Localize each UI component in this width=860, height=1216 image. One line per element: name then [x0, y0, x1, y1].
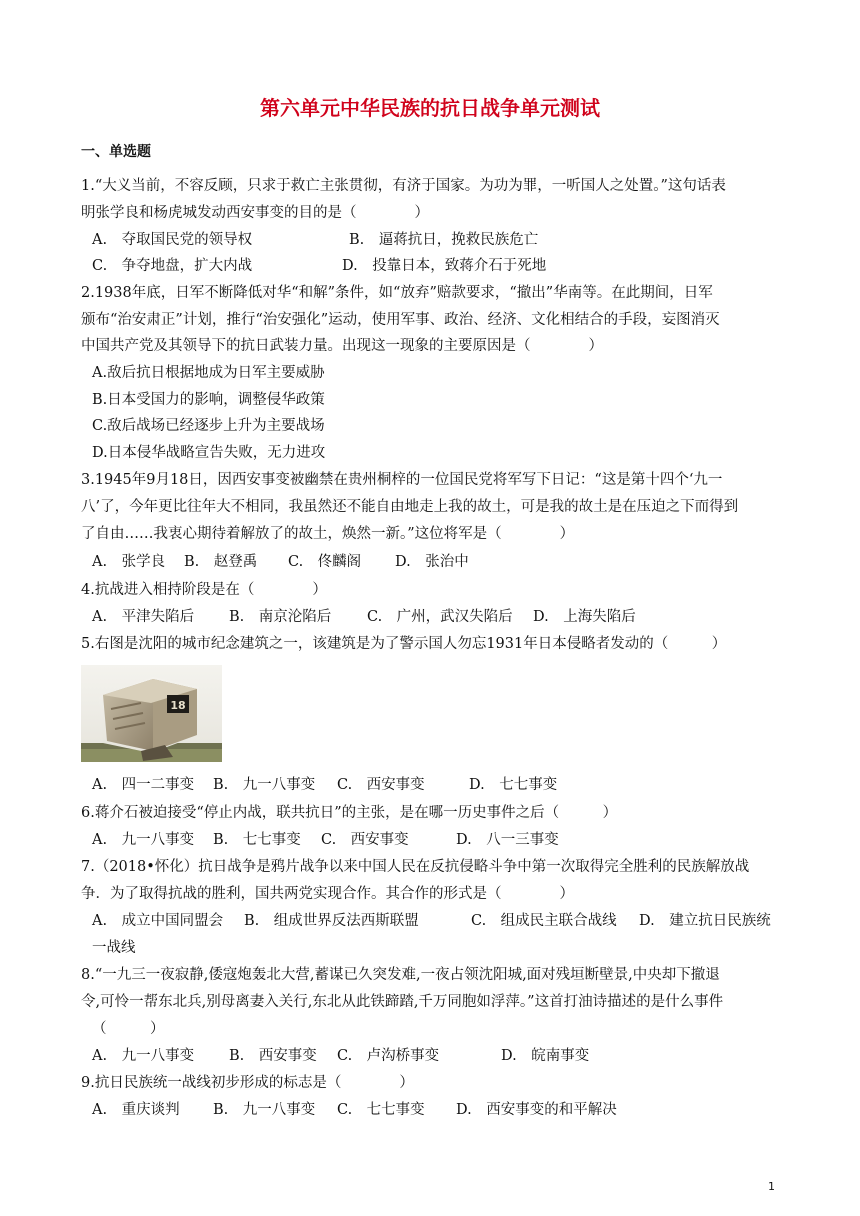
question-7-option-d-wrap: 一战线 [92, 940, 136, 956]
question-8-line-2: 令,可怜一帮东北兵,别母离妻入关行,东北从此铁蹄踏,千万同胞如浮萍。”这首打油诗描述的是什么事件 [81, 994, 724, 1010]
question-5-line-1: 5.右图是沈阳的城市纪念建筑之一，该建筑是为了警示国人勿忘1931年日本侵略者发动的（ ） [81, 636, 727, 652]
page-title: 第六单元中华民族的抗日战争单元测试 [260, 96, 600, 120]
option-b: B. 南京沦陷后 [229, 609, 332, 625]
question-7-line-1: 7.（2018•怀化）抗日战争是鸦片战争以来中国人民在反抗侵略斗争中第一次取得完全胜利的民族解放战 [81, 859, 750, 875]
option-c: C. 卢沟桥事变 [337, 1048, 440, 1064]
question-2-option-b: B.日本受国力的影响，调整侵华政策 [92, 392, 325, 408]
option-c: C. 争夺地盘，扩大内战 [92, 258, 253, 274]
option-b: B. 七七事变 [213, 832, 301, 848]
option-a: A. 夺取国民党的领导权 [92, 232, 253, 248]
option-a: A. 四一二事变 [92, 777, 195, 793]
option-d: D. 西安事变的和平解决 [456, 1102, 617, 1118]
question-1-line-2: 明张学良和杨虎城发动西安事变的目的是（ ） [81, 205, 429, 221]
option-a: A. 九一八事变 [92, 1048, 195, 1064]
question-2-line-1: 2.1938年底，日军不断降低对华“和解”条件，如“放弃”赔款要求，“撤出”华南等。在此期间，日军 [81, 285, 713, 301]
question-9-line-1: 9.抗日民族统一战线初步形成的标志是（ ） [81, 1075, 414, 1091]
question-2-option-c: C.敌后战场已经逐步上升为主要战场 [92, 418, 325, 434]
option-c: C. 佟麟阁 [288, 554, 362, 570]
question-3-line-2: 八’了，今年更比往年大不相同，我虽然还不能自由地走上我的故土，可是我的故土是在压迫之下而得到 [81, 499, 739, 515]
question-3-line-1: 3.1945年9月18日，因西安事变被幽禁在贵州桐梓的一位国民党将军写下日记：“这是第十四个‘九一 [81, 472, 723, 488]
option-b: B. 赵登禹 [184, 554, 258, 570]
page-number: 1 [768, 1180, 775, 1193]
question-8-line-3: （ ） [92, 1021, 165, 1037]
question-1-line-1: 1.“大义当前，不容反顾，只求于救亡主张贯彻，有济于国家。为功为罪，一听国人之处置。”这句话表 [81, 178, 726, 194]
monument-number: 18 [170, 699, 186, 712]
question-2-line-2: 颁布“治安肃正”计划，推行“治安强化”运动，使用军事、政治、经济、文化相结合的手段，妄图消灭 [81, 312, 720, 328]
option-d: D. 皖南事变 [501, 1048, 590, 1064]
option-d: D. 建立抗日民族统 [639, 913, 771, 929]
option-d: D. 张治中 [395, 554, 469, 570]
option-a: A. 成立中国同盟会 [92, 913, 224, 929]
option-b: B. 逼蒋抗日，挽救民族危亡 [349, 232, 539, 248]
option-b: B. 西安事变 [229, 1048, 317, 1064]
option-a: A. 张学良 [92, 554, 166, 570]
question-8-line-1: 8.“一九三一夜寂静,倭寇炮轰北大营,蓄谋已久突发难,一夜占领沈阳城,面对残垣断壁景,中央却下撤退 [81, 967, 720, 983]
option-d: D. 上海失陷后 [533, 609, 636, 625]
question-4-line-1: 4.抗战进入相持阶段是在（ ） [81, 582, 327, 598]
option-c: C. 广州，武汉失陷后 [367, 609, 513, 625]
option-a: A. 九一八事变 [92, 832, 195, 848]
option-c: C. 西安事变 [337, 777, 425, 793]
option-b: B. 九一八事变 [213, 1102, 316, 1118]
question-2-option-a: A.敌后抗日根据地成为日军主要威胁 [92, 365, 325, 381]
option-c: C. 七七事变 [337, 1102, 425, 1118]
question-6-line-1: 6.蒋介石被迫接受“停止内战，联共抗日”的主张，是在哪一历史事件之后（ ） [81, 805, 618, 821]
section-heading: 一、单选题 [81, 144, 151, 160]
question-3-line-3: 了自由……我衷心期待着解放了的故土，焕然一新。”这位将军是（ ） [81, 526, 575, 542]
option-c: C. 组成民主联合战线 [471, 913, 617, 929]
option-c: C. 西安事变 [321, 832, 409, 848]
question-2-line-3: 中国共产党及其领导下的抗日武装力量。出现这一现象的主要原因是（ ） [81, 338, 603, 354]
question-2-option-d: D.日本侵华战略宣告失败，无力进攻 [92, 445, 326, 461]
option-b: B. 组成世界反法西斯联盟 [244, 913, 419, 929]
option-a: A. 重庆谈判 [92, 1102, 180, 1118]
option-d: D. 八一三事变 [456, 832, 559, 848]
option-b: B. 九一八事变 [213, 777, 316, 793]
option-d: D. 投靠日本，致蒋介石于死地 [342, 258, 547, 274]
option-a: A. 平津失陷后 [92, 609, 195, 625]
option-d: D. 七七事变 [469, 777, 558, 793]
monument-image [81, 665, 222, 762]
question-7-line-2: 争．为了取得抗战的胜利，国共两党实现合作。其合作的形式是（ ） [81, 886, 574, 902]
monument-photo [81, 665, 222, 762]
